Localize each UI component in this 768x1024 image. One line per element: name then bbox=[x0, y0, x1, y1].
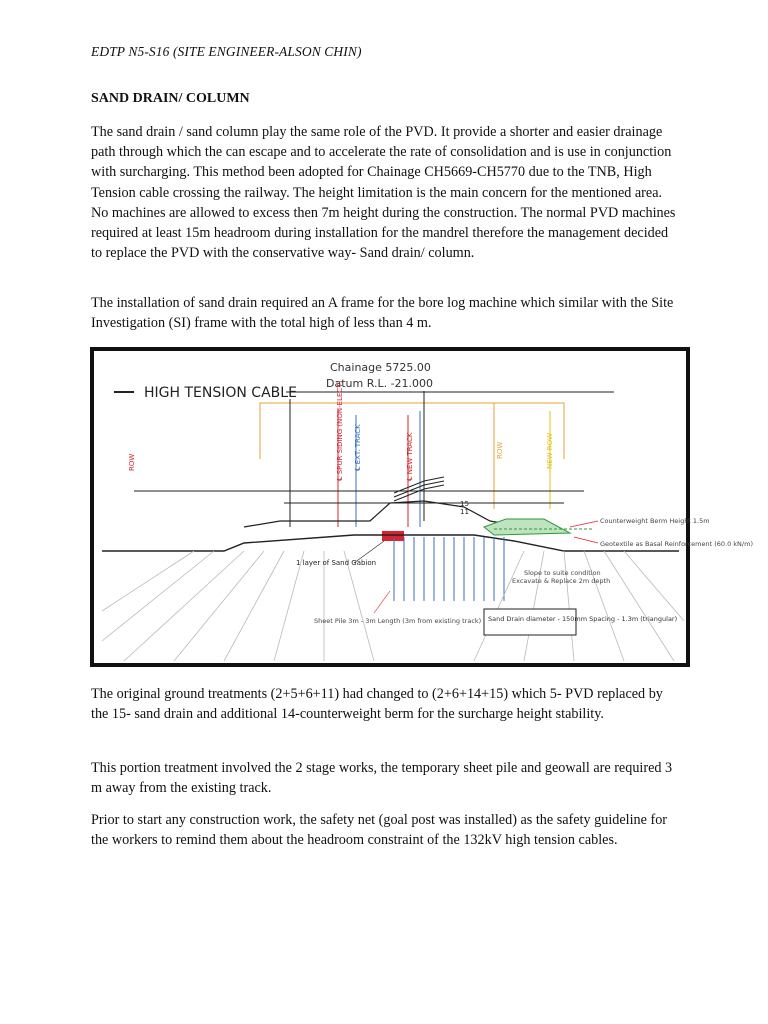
section-heading: SAND DRAIN/ COLUMN bbox=[91, 91, 250, 106]
ext-track-label: ℄ EXT. TRACK bbox=[354, 424, 362, 471]
row-right-label: ROW bbox=[496, 441, 504, 459]
label-15: 15 bbox=[460, 500, 469, 508]
paragraph-intro: The sand drain / sand column play the same role of the PVD. It provide a shorter and easier drainage path through which the can escape and to accelerate the rate of consolidation and is use in conjunction with surcharging. This method been adopted for Chainage CH5669-CH5770 due to the TNB, High Tension cable crossing the railway. The height limitation is the main concern for the mentioned area. No machines are allowed to excess then 7m height during the construction. The normal PVD machines required at least 15m headroom during installation for the mandrel therefore the management decided to replace the PVD with the conservative way- Sand drain/ column. bbox=[91, 124, 676, 262]
counterweight-berm bbox=[484, 519, 570, 535]
cross-section-drawing bbox=[94, 351, 753, 663]
new-row-label: NEW ROW bbox=[546, 432, 554, 469]
cross-section-figure bbox=[90, 347, 753, 667]
cable-label: HIGH TENSION CABLE bbox=[144, 385, 297, 401]
sand-drains bbox=[394, 537, 504, 601]
paragraph-stage-works: This portion treatment involved the 2 stage works, the temporary sheet pile and geowall are required 3 m away from the existing track. bbox=[91, 760, 673, 797]
paragraph-a-frame: The installation of sand drain required an A frame for the bore log machine which similar with the Site Investigation (SI) frame with the total high of less than 4 m. bbox=[91, 295, 674, 332]
page-header: EDTP N5-S16 (SITE ENGINEER-ALSON CHIN) bbox=[91, 44, 362, 59]
datum-label: Datum R.L. -21.000 bbox=[326, 377, 434, 390]
label-11: 11 bbox=[460, 508, 469, 516]
spur-siding-label: ℄ SPUR SIDING (NON-ELECT) bbox=[336, 380, 344, 481]
row-left-label: ROW bbox=[128, 453, 136, 471]
stress-fan-lines bbox=[102, 551, 684, 661]
berm-label: Counterweight Berm Height 1.5m bbox=[600, 517, 710, 525]
slope-label: Slope to suite condition bbox=[524, 569, 601, 577]
paragraph-ground-treatment: The original ground treatments (2+5+6+11) had changed to (2+6+14+15) which 5- PVD replaced by the 15- sand drain and additional 14-counterweight berm for the surcharge height stability. bbox=[91, 686, 663, 723]
geotextile-label: Geotextile as Basal Reinforcement (60.0 kN/m) bbox=[600, 540, 753, 548]
sand-gabion-label: 1 layer of Sand Gabion bbox=[296, 559, 377, 567]
sand-drain-note: Sand Drain diameter - 150mm Spacing - 1.3m (triangular) bbox=[488, 615, 678, 623]
chainage-label: Chainage 5725.00 bbox=[330, 361, 431, 374]
paragraph-safety-net: Prior to start any construction work, the safety net (goal post was installed) as the safety guideline for the workers to remind them about the headroom constraint of the 132kV high tension cables. bbox=[91, 812, 668, 849]
new-track-label: ℄ NEW TRACK bbox=[406, 432, 414, 481]
excavate-label: Excavate & Replace 2m depth bbox=[512, 577, 611, 585]
sheet-pile-label: Sheet Pile 3m - 3m Length (3m from existing track) bbox=[314, 617, 482, 625]
sand-gabion bbox=[382, 531, 404, 541]
